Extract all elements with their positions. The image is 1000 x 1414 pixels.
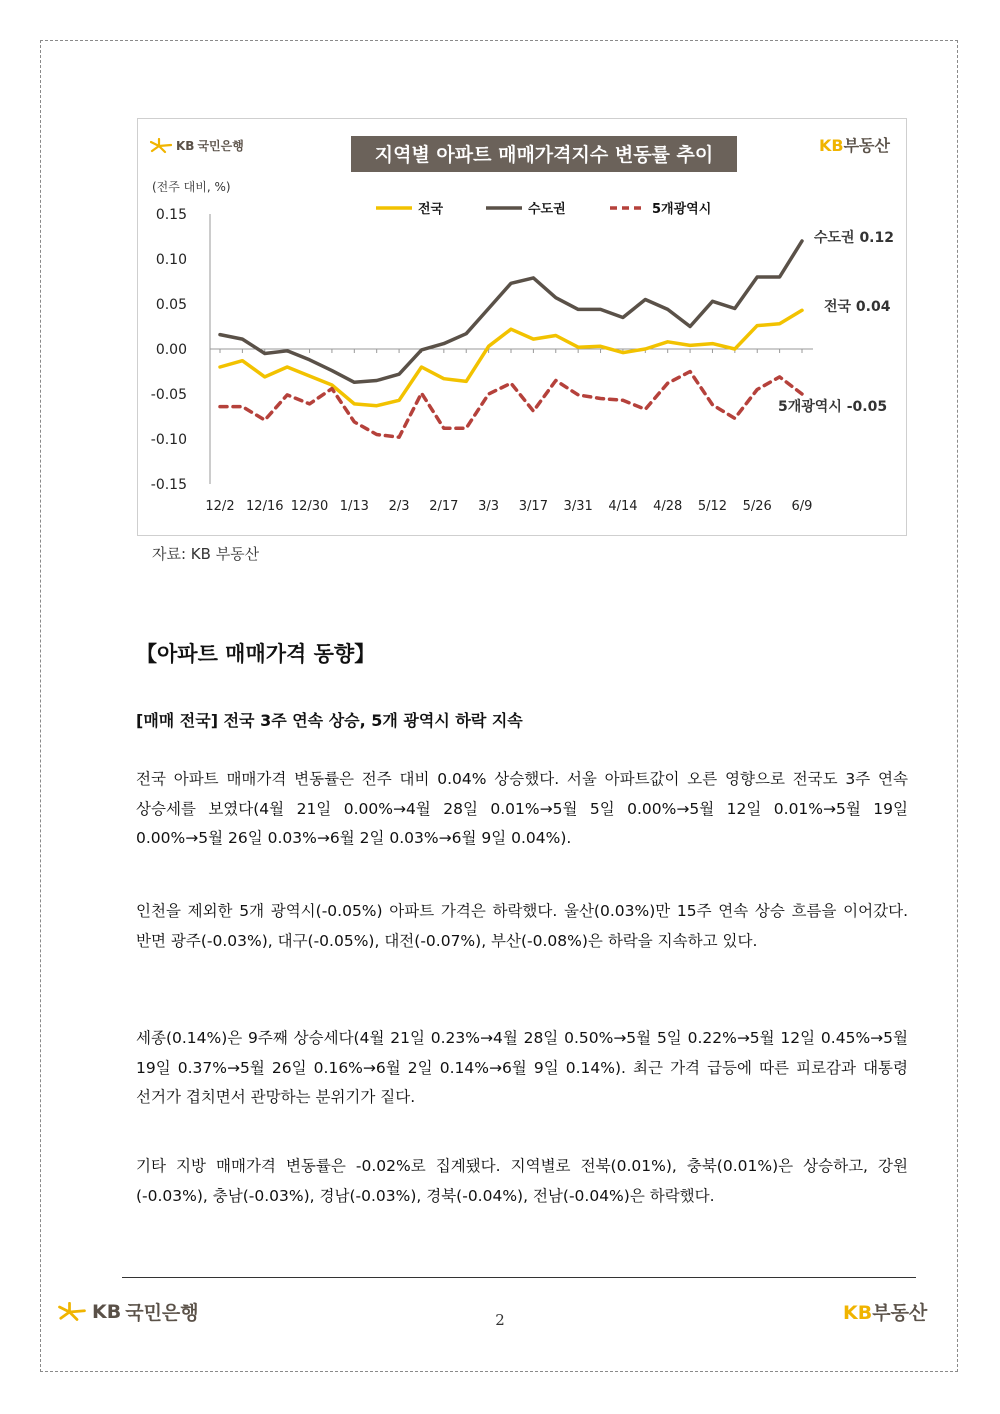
x-tick-label: 5/26 (742, 499, 772, 514)
x-tick-label: 1/13 (339, 499, 369, 514)
x-tick-label: 6/9 (791, 499, 813, 514)
chart-bank-logo-kb: KB (176, 138, 195, 153)
paragraph-other-regions: 기타 지방 매매가격 변동률은 -0.02%로 집계됐다. 지역별로 전북(0.01%), 충북(0.01%)은 상승하고, 강원(-0.03%), 충남(-0.03%), 경남(-0.03%), 경북(-0.04%), 전남(-0.04%)은 하락했다. (136, 1157, 908, 1205)
section-title: 【아파트 매매가격 동향】 (136, 642, 376, 666)
chart-unit-label: (전주 대비, %) (152, 180, 231, 194)
chart-realty-logo-name: 부동산 (843, 136, 890, 155)
y-tick-label: -0.05 (150, 387, 187, 403)
footer-realty-logo (843, 1298, 927, 1325)
chart-title: 지역별 아파트 매매가격지수 변동률 추이 (374, 144, 714, 166)
line-chart (138, 119, 908, 537)
y-tick-label: 0.10 (155, 252, 187, 268)
series-line (220, 372, 802, 438)
legend-label: 5개광역시 (652, 202, 712, 217)
legend-label: 전국 (418, 202, 444, 217)
paragraph-national: 전국 아파트 매매가격 변동률은 전주 대비 0.04% 상승했다. 서울 아파트값이 오른 영향으로 전국도 3주 연속 상승세를 보였다(4월 21일 0.00%→4월 28일 0.01%→5월 5일 0.00%→5월 12일 0.01%→5월 19일 0.00%→5월 26일 0.03%→6월 2일 0.03%→6월 9일 0.04%). (136, 770, 908, 847)
y-tick-label: 0.00 (155, 342, 187, 358)
x-tick-label: 4/14 (608, 499, 638, 514)
chart-source: 자료: KB 부동산 (152, 545, 260, 563)
legend-label: 수도권 (528, 202, 566, 217)
paragraph-metro-cities: 인천을 제외한 5개 광역시(-0.05%) 아파트 가격은 하락했다. 울산(0.03%)만 15주 연속 상승 흐름을 이어갔다. 반면 광주(-0.03%), 대구(-0.05%), 대전(-0.07%), 부산(-0.08%)은 하락을 지속하고 있다. (136, 902, 908, 950)
footer-divider (122, 1277, 916, 1278)
x-tick-label: 12/16 (246, 499, 284, 514)
x-tick-label: 12/30 (290, 499, 329, 514)
x-tick-label: 5/12 (697, 499, 728, 514)
x-tick-label: 2/3 (388, 499, 410, 514)
y-tick-label: 0.05 (155, 297, 187, 313)
x-tick-label: 3/31 (563, 499, 593, 514)
chart-realty-logo-kb: KB (819, 136, 844, 155)
footer-bank-logo-name: 국민은행 (125, 1302, 199, 1324)
series-line (220, 241, 802, 382)
x-tick-label: 12/2 (205, 499, 235, 514)
page-number: 2 (495, 1311, 505, 1329)
x-tick-label: 3/17 (518, 499, 548, 514)
subheading: [매매 전국] 전국 3주 연속 상승, 5개 광역시 하락 지속 (136, 711, 523, 730)
series-end-label: 5개광역시 -0.05 (778, 399, 888, 415)
y-tick-label: 0.15 (155, 207, 187, 223)
chart-container (137, 118, 907, 536)
series-end-label: 수도권 0.12 (814, 230, 894, 246)
footer-realty-logo-name: 부동산 (872, 1302, 928, 1324)
paragraph-sejong: 세종(0.14%)은 9주째 상승세다(4월 21일 0.23%→4월 28일 0.50%→5월 5일 0.22%→5월 12일 0.45%→5월 19일 0.37%→5월 26일 0.16%→6월 2일 0.14%→6월 9일 0.14%). 최근 가격 급등에 따른 피로감과 대통령 선거가 겹치면서 관망하는 분위기가 짙다. (136, 1029, 908, 1106)
x-tick-label: 3/3 (478, 499, 500, 514)
footer-realty-logo-kb: KB (843, 1302, 873, 1324)
y-tick-label: -0.15 (150, 477, 187, 493)
footer-bank-logo-kb: KB (92, 1300, 122, 1323)
y-tick-label: -0.10 (150, 432, 187, 448)
x-tick-label: 2/17 (429, 499, 459, 514)
chart-bank-logo-name: 국민은행 (197, 139, 244, 153)
series-end-label: 전국 0.04 (824, 299, 891, 315)
x-tick-label: 4/28 (653, 499, 683, 514)
